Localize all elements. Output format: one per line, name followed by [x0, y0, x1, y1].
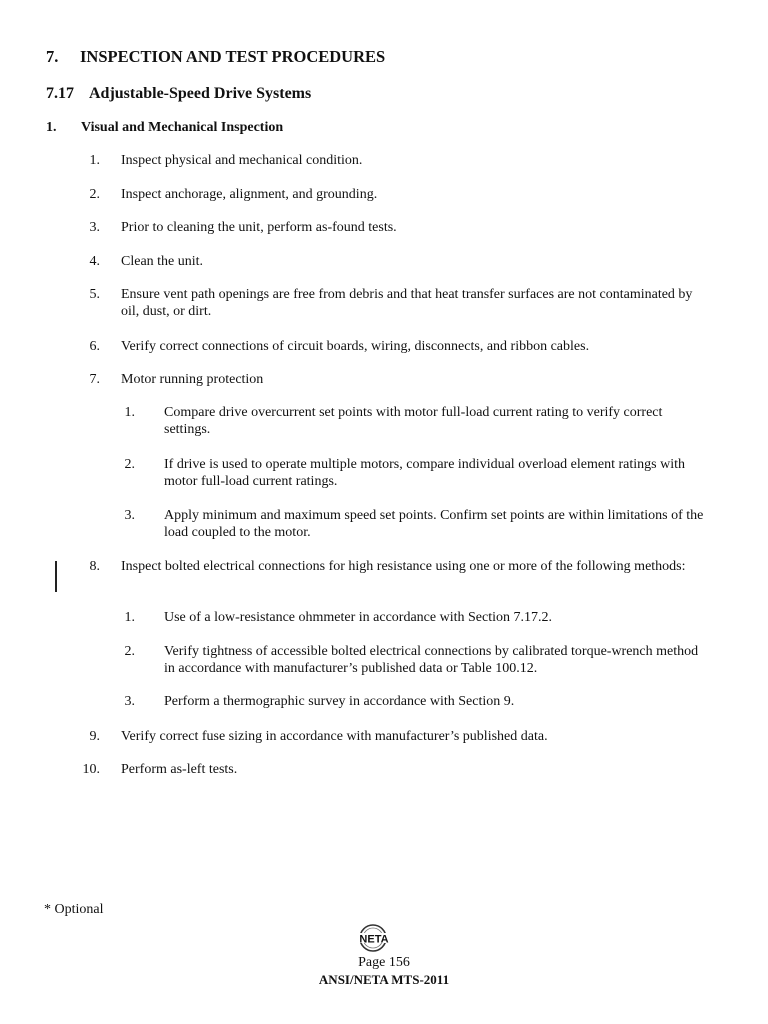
inspection-number: 1. [46, 120, 57, 135]
subitem-number: 2. [124, 457, 135, 472]
standard-name: ANSI/NETA MTS-2011 [318, 972, 450, 987]
subitem-text: Use of a low-resistance ohmmeter in accordance with Section 7.17.2. [164, 610, 552, 625]
item-text: Inspect anchorage, alignment, and grounding. [121, 187, 378, 202]
item-text: Motor running protection [121, 372, 264, 387]
item-number: 8. [89, 559, 100, 574]
item-text: Verify correct fuse sizing in accordance with manufacturer’s published data. [121, 729, 548, 744]
item-number: 6. [89, 339, 100, 354]
item-text: Ensure vent path openings are free from debris and that heat transfer surfaces are not contaminated by oil, dust, or dirt. [121, 287, 693, 319]
item-text: Inspect physical and mechanical condition. [121, 153, 363, 168]
item-number: 5. [89, 287, 100, 302]
section-number: 7. [46, 47, 59, 66]
item-number: 3. [89, 220, 100, 235]
item-number: 7. [89, 372, 100, 387]
subsection-heading [46, 85, 311, 103]
subitem-text: Verify tightness of accessible bolted electrical connections by calibrated torque-wrench method in accordance with manufacturer’s published data or Table 100.12. [164, 644, 699, 676]
item-text: Inspect bolted electrical connections for high resistance using one or more of the following methods: [121, 559, 686, 574]
subitem-number: 3. [124, 694, 135, 709]
subitem-number: 1. [124, 405, 135, 420]
neta-logo [352, 923, 398, 953]
subsection-number: 7.17 [46, 85, 74, 102]
subitem-number: 2. [124, 644, 135, 659]
subitem-text: Compare drive overcurrent set points with motor full-load current rating to verify correct settings. [164, 405, 663, 437]
subitem-text: Apply minimum and maximum speed set points. Confirm set points are within limitations of the load coupled to the motor. [164, 508, 704, 540]
subsection-title: Adjustable-Speed Drive Systems [89, 85, 312, 102]
item-number: 9. [89, 729, 100, 744]
item-number: 1. [89, 153, 100, 168]
logo-text: NETA [359, 933, 389, 946]
item-number: 2. [89, 187, 100, 202]
inspection-heading [46, 120, 283, 136]
section-heading [46, 47, 385, 67]
subitem-number: 3. [124, 508, 135, 523]
subitem-number: 1. [124, 610, 135, 625]
subitem-text: Perform a thermographic survey in accordance with Section 9. [164, 694, 515, 709]
item-number: 10. [82, 762, 100, 777]
inspection-title: Visual and Mechanical Inspection [81, 120, 284, 135]
footnote: * Optional [44, 902, 104, 917]
section-title: INSPECTION AND TEST PROCEDURES [80, 47, 386, 66]
item-text: Verify correct connections of circuit boards, wiring, disconnects, and ribbon cables. [121, 339, 590, 354]
item-text: Prior to cleaning the unit, perform as-found tests. [121, 220, 397, 235]
item-text: Clean the unit. [121, 254, 204, 269]
page-number: Page 156 [358, 955, 410, 970]
subitem-text: If drive is used to operate multiple motors, compare individual overload element ratings with motor full-load current ratings. [164, 457, 685, 489]
item-number: 4. [89, 254, 100, 269]
item-text: Perform as-left tests. [121, 762, 238, 777]
